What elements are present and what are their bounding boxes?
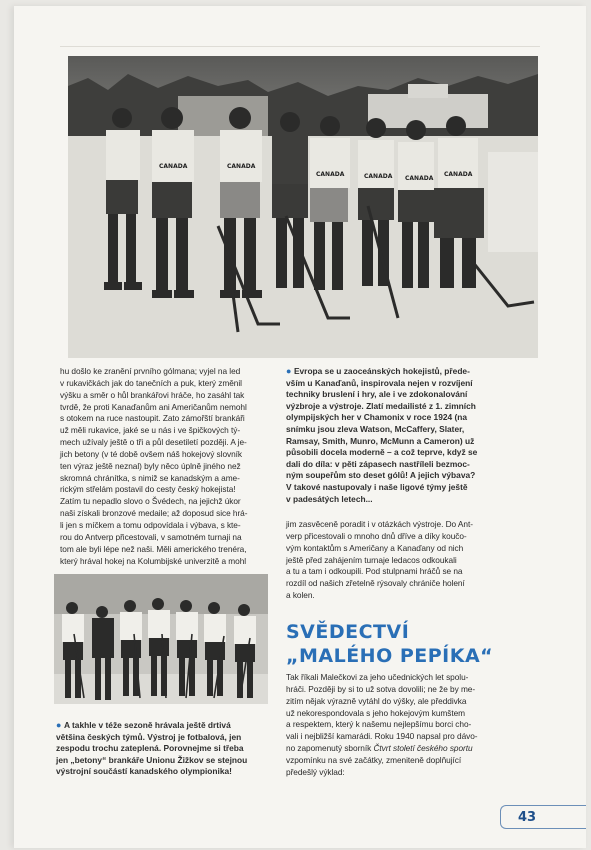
team-canada-caption-line [286,470,492,482]
team-canada-caption-line-text: Evropa se u zaoceánských hokejistů, přede- [293,366,470,376]
left-column-line-text: který hrával hokej na Kolumbijské univerzitě a mohl [60,555,247,566]
right-column-line [286,590,498,602]
team-canada-caption-line [286,389,492,401]
team-canada-caption-line [286,447,492,459]
team-canada-caption-line [286,459,492,471]
left-column-line-text: v rukavičkách jak do tanečních a puk, který změnil [60,377,242,388]
page-number: 43 [500,805,586,829]
jersey-label: CANADA [444,171,473,178]
right-column-line-text: rozdíl od našich zřetelně rýsovaly chrániče holení [286,578,465,589]
left-column-line-text: naši získali bronzové medaile; až doposud sice hrá- [60,508,248,519]
czech-team-caption-line-text: zespodu trochu zateplená. Porovnejme si třeba [56,743,244,754]
left-column-line [60,532,274,544]
left-column-line [60,413,274,425]
czech-team-caption-line-text: jen „betony“ brankáře Unionu Žižkov se stejnou [56,754,248,765]
left-column-line-text: tvrdě, že proti Kanaďanům ani Američanům nemohl [60,401,247,412]
left-column-line-text: jich betony (v té době ovšem náš hokejový slovník [60,448,243,459]
section-text-line [286,755,500,767]
team-canada-caption-line [286,401,492,413]
team-canada-caption-line [286,366,492,378]
section-text-line-text: a respektem, který k našemu nejlepšímu borci cho- [286,719,472,730]
section-text-line [286,767,500,779]
team-canada-caption-line [286,436,492,448]
right-column-line-text: a kolen. [286,590,315,601]
left-column-line-text: rou do Antverp přicestovali, v samotném turnaji na [60,531,242,542]
section-text-line-text: Tak říkali Malečkovi za jeho učednických let spolu- [286,672,469,682]
team-canada-caption [286,366,492,505]
left-column-line [60,437,274,449]
left-column-line-text: s otokem na ruce nastoupit. Zato zámořští brankáři [60,413,245,424]
czech-team-photo-image [54,574,268,704]
team-canada-caption-line-text: V takové nastupovaly i naše ligové týmy ještě [286,481,468,492]
left-column-line-text: hu došlo ke zranění prvního gólmana; vyjel na led [60,366,241,376]
team-canada-caption-line-text: olympijských her v Chamonix v roce 1924 (na [286,412,468,423]
right-column-line [286,578,498,590]
left-column-line [60,402,274,414]
left-column-line [60,390,274,402]
section-text-line-text: vzpomínku na své začátky, zmeniteně doplňující [286,754,462,765]
right-column-line-text: vým kontaktům s Američany a Kanaďany od nich [286,542,464,553]
czech-team-caption-line [56,720,270,732]
jersey-label: CANADA [227,163,256,170]
left-column-line-text: rickým střelám postavil do cesty český hokejista! [60,484,236,495]
right-column-line-text: verp přicestovali o mnoho dnů dříve a díky koučo- [286,530,467,541]
section-text-line-text: no zapomenutý sborník [286,743,374,754]
team-canada-caption-line-text: dali do díla: v pěti zápasech nastříleli bezmoc- [286,458,470,469]
section-text-line-text: zitím nějak výrazně vytáhl do výšky, ale předdivka [286,695,467,706]
left-column-line [60,366,274,378]
left-column-line-text: už měli rukavice, jaké se u nás i ve špičkových tý- [60,425,241,436]
jersey-label: CANADA [364,173,393,180]
left-column-line [60,425,274,437]
team-canada-caption-line [286,424,492,436]
czech-team-caption-line [56,766,270,778]
left-column-line-text: tom ale byli lépe než naši. Měli amerického trenéra, [60,543,247,554]
team-canada-caption-line-text: Ramsay, Smith, Munro, McMunn a Cameron) už [286,435,475,446]
left-column-line [60,484,274,496]
section-text-line [286,743,500,755]
left-column-text [60,366,274,567]
right-column-line-text: a tu a tam i odkoupili. Pod stulpnami hráčů se na [286,566,463,577]
right-column-line [286,531,498,543]
czech-team-caption-line-text: A takhle v téže sezoně hrávala ještě drtivá [63,720,231,730]
left-column-line-text: mech užívaly ještě o tři a půl desetiletí později. A je- [60,437,247,448]
section-text-line [286,731,500,743]
section-text-line-text: hráči. Později by si to už sotva dovolili; ne že by me- [286,683,476,694]
team-canada-photo-image [68,56,538,358]
czech-team-caption-line-text: výstrojní součástí kanadského olympionika! [56,766,232,777]
right-column-line-text: jim zasvěceně poradit i v otázkách výstroje. Do Ant- [286,519,473,529]
team-canada-caption-line-text: působili docela moderně – a což teprve, když se [286,447,478,458]
left-column-line [60,461,274,473]
czech-team-photo [54,574,268,704]
left-column-line-text: ten výraz ještě neznal) byly něco úplně jiného než [60,460,241,471]
section-heading-line1: SVĚDECTVÍ [286,621,410,643]
right-column-line [286,555,498,567]
left-column-line-text: li jen s míčkem a tomu odpovídala i výbava, s kte- [60,519,241,530]
left-column-line-text: výšku a směr o hůl brankářovi hráče, ho zasáhl tak [60,389,245,400]
section-text-line [286,719,500,731]
left-column-line [60,520,274,532]
left-column-line [60,508,274,520]
section-text-line [286,684,500,696]
jersey-label: CANADA [159,163,188,170]
bullet-icon: ● [56,720,64,730]
team-canada-caption-line-text: vším u Kanaďanů, inspirovala nejen v rozvíjení [286,377,473,388]
team-canada-caption-line-text: v padesátých letech... [286,493,373,504]
section-text-line [286,696,500,708]
czech-team-caption-line [56,743,270,755]
left-column-line [60,496,274,508]
jersey-label: CANADA [405,175,434,182]
left-column-line [60,473,274,485]
team-canada-photo [68,56,538,358]
right-column-line [286,566,498,578]
right-column-text [286,519,498,602]
section-heading [286,620,493,668]
left-column-line [60,449,274,461]
section-text-line [286,672,500,684]
team-canada-caption-line-text: snímku jsou zleva Watson, McCaffery, Slater, [286,423,465,434]
team-canada-caption-line-text: výzbroje a výstroje. Zlatí medailisté z 1. zimních [286,400,476,411]
right-column-line-text: ještě před zahájením turnaje ledacos odkoukali [286,554,457,565]
book-title: Čtvrt století českého sportu [373,743,473,754]
czech-team-caption-line [56,755,270,767]
team-canada-caption-line [286,412,492,424]
section-text [286,672,500,779]
left-column-line-text: Zatím tu nepadlo slovo o Švédech, na jejichž úkor [60,496,241,507]
section-text-line-text: vali i nejbližší kamarádi. Roku 1940 napsal pro dávo- [286,731,478,742]
left-column-line [60,544,274,556]
team-canada-caption-line [286,378,492,390]
team-canada-caption-line [286,494,492,506]
team-canada-caption-line [286,482,492,494]
left-column-line [60,556,274,568]
section-text-line-text: předešlý výklad: [286,766,345,777]
right-column-line [286,519,498,531]
czech-team-caption-line [56,732,270,744]
left-column-line [60,378,274,390]
page-top-rule [60,46,540,47]
section-text-line-text: už nekorespondovala s jeho hokejovým kumštem [286,707,466,718]
czech-team-caption [56,720,270,778]
section-heading-line2: „MALÉHO PEPÍKA“ [286,645,494,667]
section-text-line [286,708,500,720]
bullet-icon: ● [286,366,294,376]
czech-team-caption-line-text: většina českých týmů. Výstroj je fotbalová, jen [56,731,242,742]
team-canada-caption-line-text: ným soupeřům sto deset gólů! A jejich výbava? [286,470,476,481]
team-canada-caption-line-text: techniky bruslení i hry, ale i ve zdokonalování [286,389,468,400]
jersey-label: CANADA [316,171,345,178]
left-column-line-text: skromná chránítka, s nimiž se kanadským a ame- [60,472,240,483]
right-column-line [286,543,498,555]
